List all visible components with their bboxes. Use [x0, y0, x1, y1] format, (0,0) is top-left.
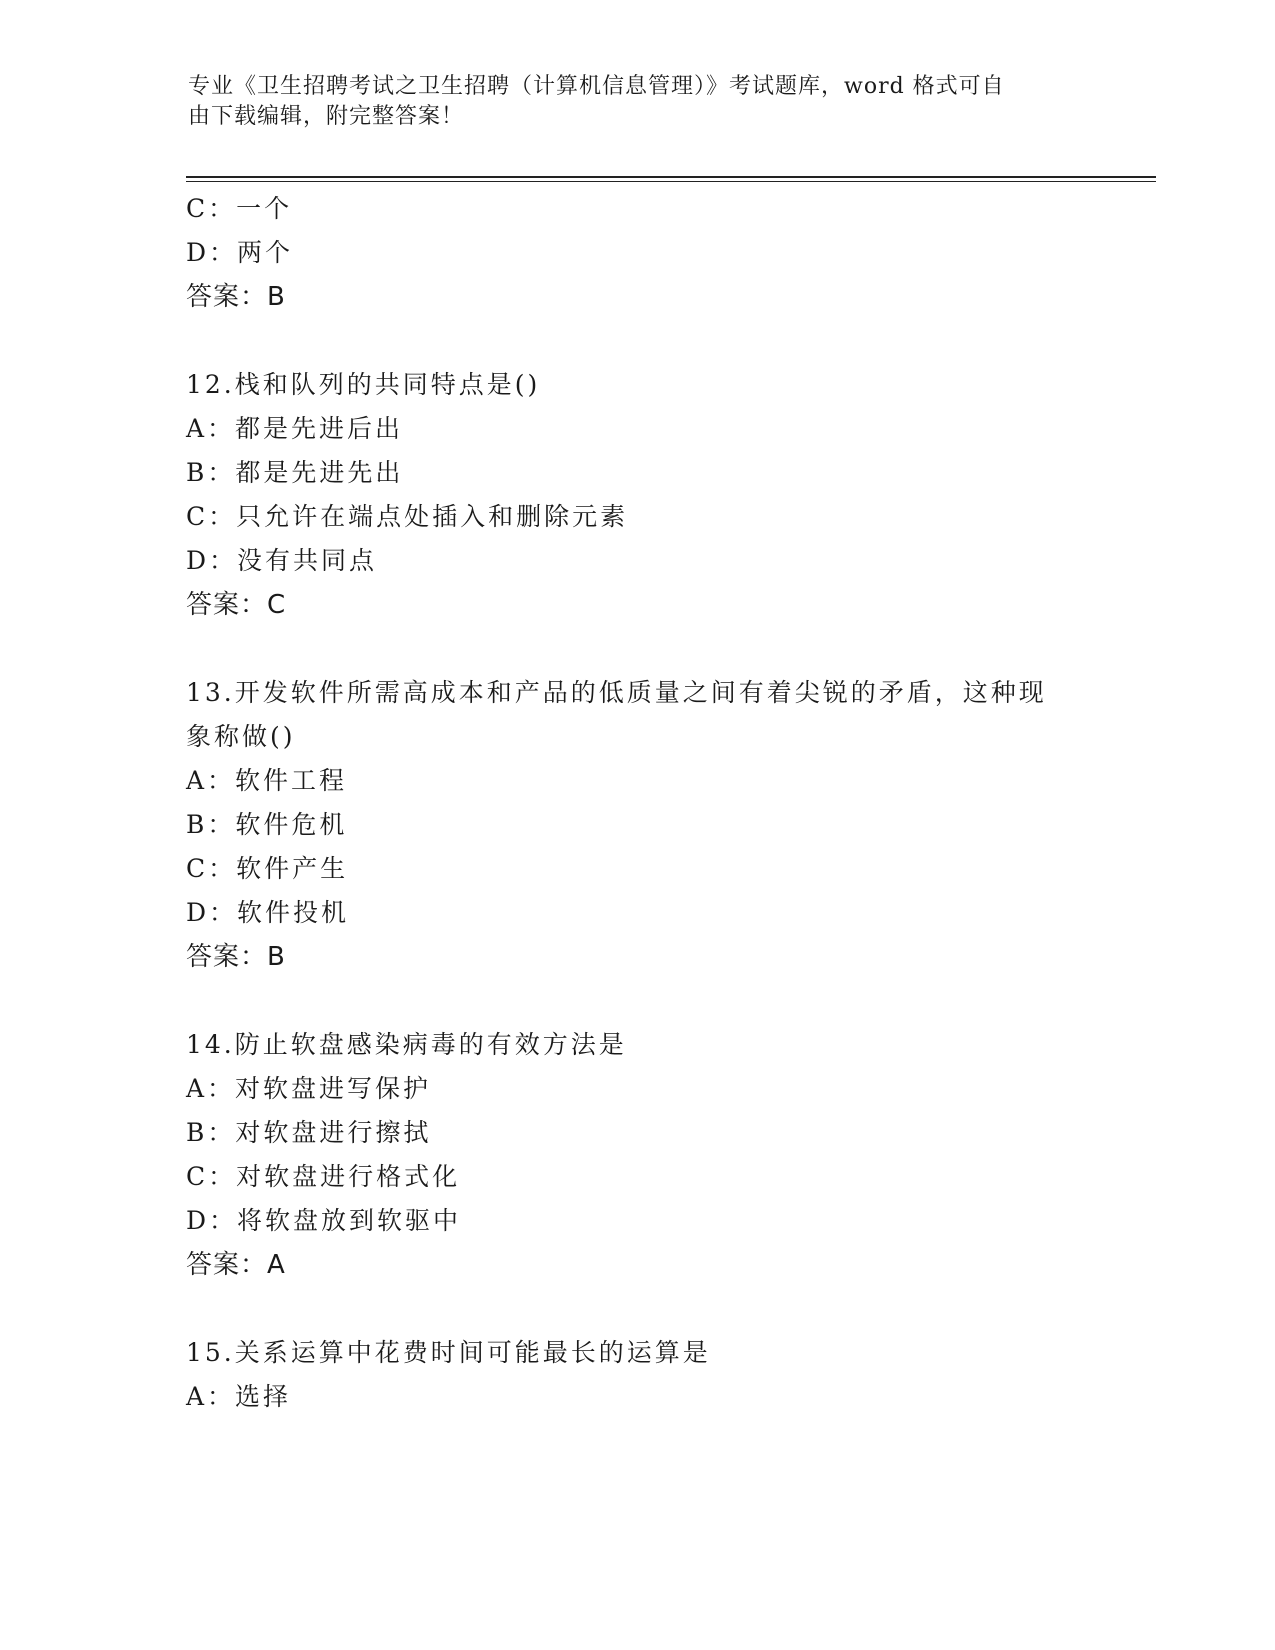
q13-option-d: D：软件投机 — [186, 898, 350, 927]
document-header — [188, 72, 1068, 132]
q13-option-c: C：软件产生 — [186, 854, 349, 883]
q14-question: 14.防止软盘感染病毒的有效方法是 — [186, 1030, 627, 1059]
q11-answer: 答案：B — [186, 282, 286, 312]
header-divider — [186, 176, 1156, 182]
q12-option-b: B：都是先进先出 — [186, 458, 404, 487]
q13-option-b: B：软件危机 — [186, 810, 348, 839]
q15-question: 15.关系运算中花费时间可能最长的运算是 — [186, 1338, 711, 1367]
q15-option-a: A：选择 — [186, 1382, 292, 1411]
q12-option-c: C：只允许在端点处插入和删除元素 — [186, 502, 629, 531]
q13-answer: 答案：B — [186, 942, 286, 972]
q12-option-d: D：没有共同点 — [186, 546, 378, 575]
q13-question-line-1: 13.开发软件所需高成本和产品的低质量之间有着尖锐的矛盾，这种现 — [186, 678, 1047, 707]
q12-question: 12.栈和队列的共同特点是() — [186, 370, 541, 399]
q14-option-a: A：对软盘进写保护 — [186, 1074, 432, 1103]
q14-answer: 答案：A — [186, 1250, 286, 1280]
header-line-1: 专业《卫生招聘考试之卫生招聘（计算机信息管理）》考试题库，word 格式可自 — [188, 74, 1005, 99]
q13-option-a: A：软件工程 — [186, 766, 348, 795]
q11-option-c: C：一个 — [186, 194, 293, 223]
q12-option-a: A：都是先进后出 — [186, 414, 404, 443]
q13-question-line-2: 象称做() — [186, 722, 296, 751]
q14-option-c: C：对软盘进行格式化 — [186, 1162, 461, 1191]
header-line-2: 由下载编辑，附完整答案！ — [188, 104, 465, 129]
q12-answer: 答案：C — [186, 590, 287, 620]
q14-option-b: B：对软盘进行擦拭 — [186, 1118, 432, 1147]
q11-option-d: D：两个 — [186, 238, 294, 267]
q14-option-d: D：将软盘放到软驱中 — [186, 1206, 462, 1235]
